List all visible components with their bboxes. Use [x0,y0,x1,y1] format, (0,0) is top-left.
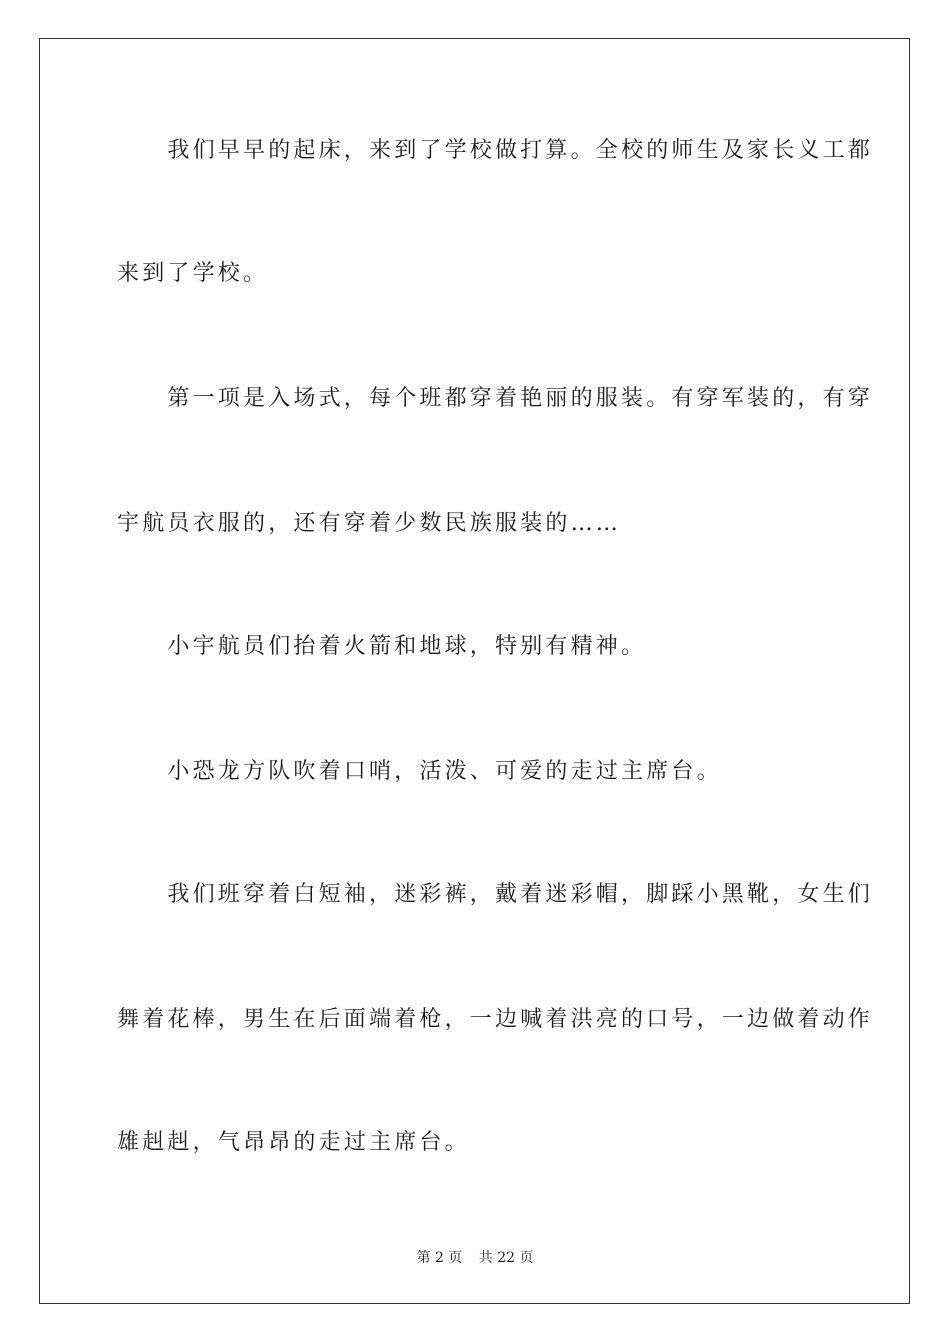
text-line: 宇航员衣服的，还有穿着少数民族服装的…… [117,511,622,536]
text-line: 小恐龙方队吹着口哨，活泼、可爱的走过主席台。 [117,759,722,784]
text-line: 我们班穿着白短袖，迷彩裤，戴着迷彩帽，脚踩小黑靴，女生们 [117,882,874,907]
page-border [39,38,910,1304]
text-line: 我们早早的起床，来到了学校做打算。全校的师生及家长义工都 [117,138,874,163]
page-number: 第 2 页 [416,1250,463,1266]
page-footer [0,1249,950,1267]
text-line: 舞着花棒，男生在后面端着枪，一边喊着洪亮的口号，一边做着动作 [117,1007,874,1032]
page-total: 共 22 页 [478,1250,534,1266]
text-line: 第一项是入场式，每个班都穿着艳丽的服装。有穿军装的，有穿 [117,386,874,411]
text-line: 小宇航员们抬着火箭和地球，特别有精神。 [117,634,647,659]
text-line: 雄赳赳，气昂昂的走过主席台。 [117,1130,470,1155]
text-line: 来到了学校。 [117,261,269,286]
